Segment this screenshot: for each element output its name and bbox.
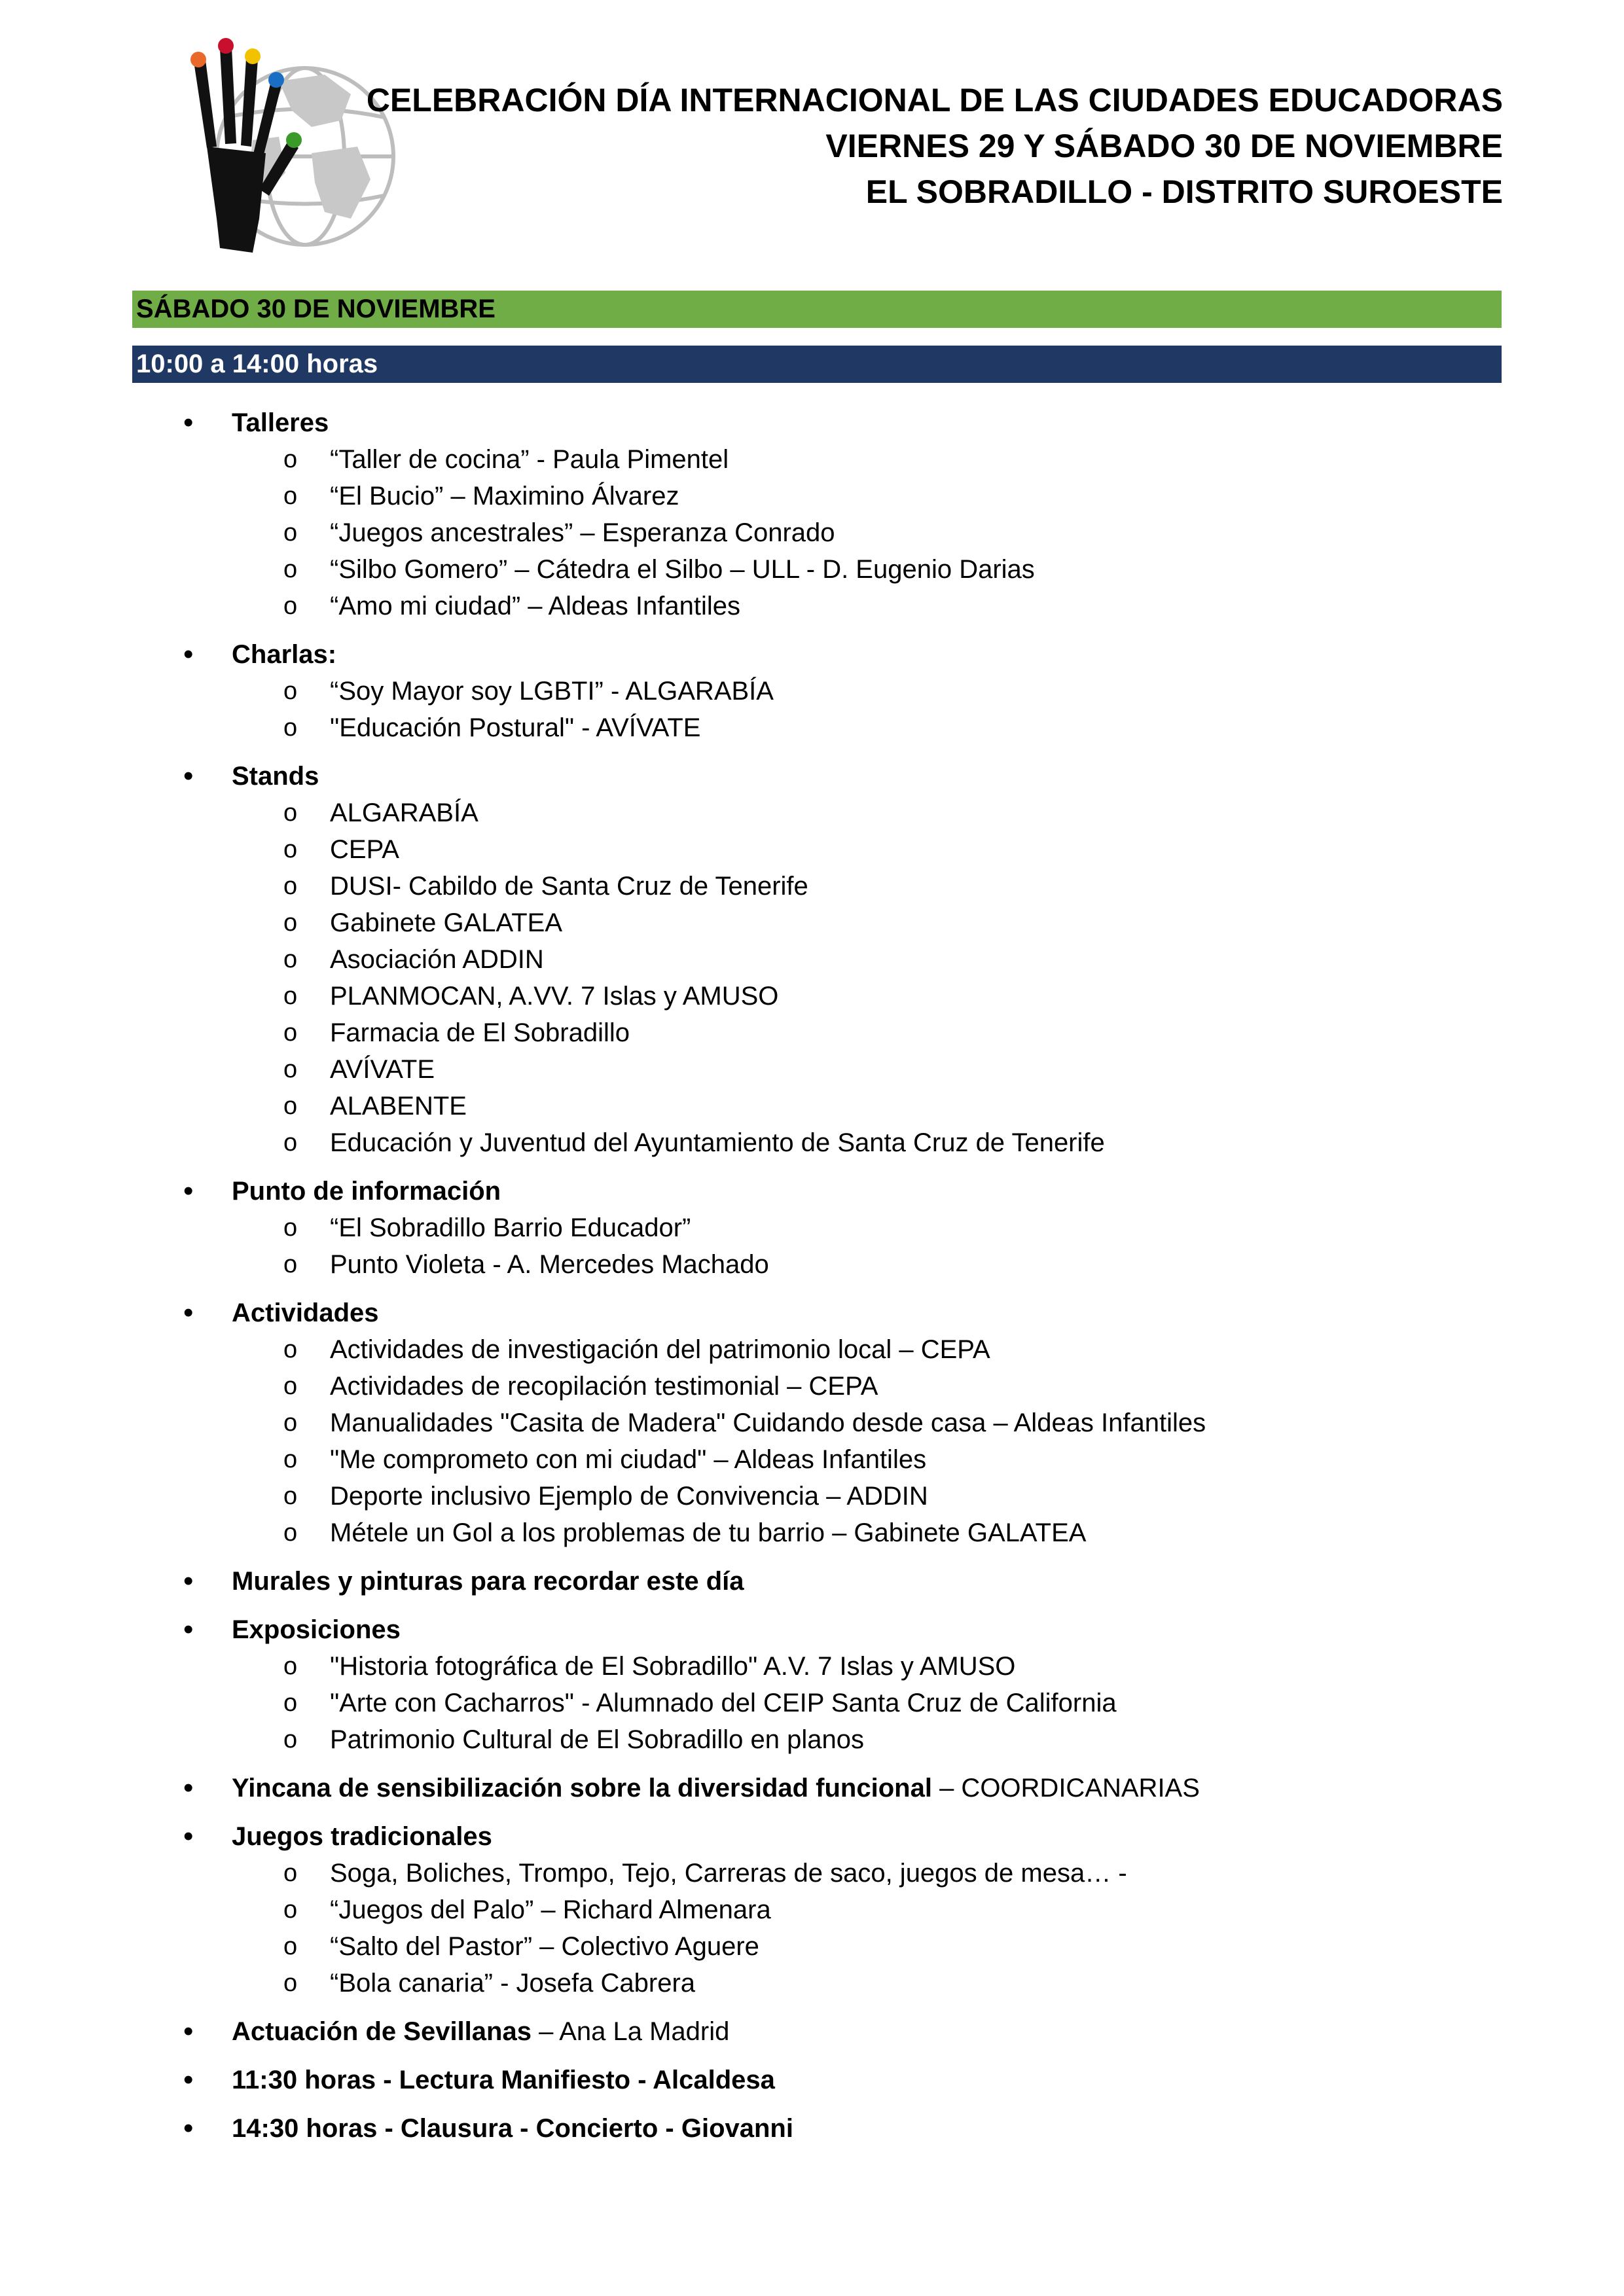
list-item [0,551,1624,588]
list-item [0,1088,1624,1124]
list-item [0,1892,1624,1928]
list-item-text: Manualidades "Casita de Madera" Cuidando desde casa – Aldeas Infantiles [330,1408,1206,1437]
day-bar: SÁBADO 30 DE NOVIEMBRE [132,291,1502,328]
program-section [0,2013,1624,2050]
sub-bullet-icon: o [283,1689,298,1717]
list-item [0,1441,1624,1478]
list-item-text: AVÍVATE [330,1055,435,1084]
list-item [0,1721,1624,1758]
list-item [0,868,1624,905]
list-item [0,1124,1624,1161]
bullet-icon: • [183,760,194,792]
list-item [0,1928,1624,1965]
list-item [0,1210,1624,1246]
section-tail: – COORDICANARIAS [931,1774,1200,1803]
section-heading [0,758,1624,795]
list-item [0,478,1624,514]
section-heading [0,1611,1624,1648]
bullet-icon: • [183,2015,194,2047]
bullet-icon: • [183,1820,194,1852]
sub-bullet-icon: o [283,1726,298,1753]
list-item-text: "Educación Postural" - AVÍVATE [330,713,701,742]
sub-bullet-icon: o [283,519,298,547]
sub-bullet-icon: o [283,1129,298,1157]
list-item-text: ALABENTE [330,1092,467,1121]
list-item-text: ALGARABÍA [330,798,478,827]
list-item [0,514,1624,551]
sub-bullet-icon: o [283,1969,298,1997]
list-item [0,1051,1624,1088]
sub-bullet-icon: o [283,836,298,863]
section-title: Actuación de Sevillanas [232,2017,532,2046]
section-heading [0,1173,1624,1210]
list-item [0,1405,1624,1441]
list-item-text: Deporte inclusivo Ejemplo de Convivencia – ADDIN [330,1482,928,1511]
list-item [0,709,1624,746]
list-item-text: Métele un Gol a los problemas de tu barrio – Gabinete GALATEA [330,1518,1087,1547]
bullet-icon: • [183,1613,194,1645]
list-item-text: “Bola canaria” - Josefa Cabrera [330,1969,696,1998]
sub-bullet-icon: o [283,1409,298,1437]
section-heading [0,2110,1624,2147]
bullet-icon: • [183,1772,194,1804]
section-title: Actividades [232,1299,379,1327]
section-title: Talleres [232,408,329,437]
section-heading [0,1818,1624,1855]
list-item-text: Farmacia de El Sobradillo [330,1018,630,1047]
section-title: Stands [232,762,319,791]
list-item-text: “Amo mi ciudad” – Aldeas Infantiles [330,592,740,620]
list-item-text: Educación y Juventud del Ayuntamiento de Santa Cruz de Tenerife [330,1128,1105,1157]
sub-bullet-icon: o [283,1653,298,1680]
list-item [0,1368,1624,1405]
section-heading [0,636,1624,673]
list-item-text: "Historia fotográfica de El Sobradillo" A.V. 7 Islas y AMUSO [330,1652,1016,1681]
sub-bullet-icon: o [283,1933,298,1960]
program-section [0,636,1624,746]
bullet-icon: • [183,1297,194,1329]
list-item-text: “Juegos ancestrales” – Esperanza Conrado [330,518,835,547]
sub-bullet-icon: o [283,1372,298,1400]
program-section [0,2062,1624,2098]
list-item [0,673,1624,709]
list-item-text: “Salto del Pastor” – Colectivo Aguere [330,1932,759,1961]
sub-bullet-icon: o [283,1251,298,1278]
program-section [0,1173,1624,1283]
sub-bullet-icon: o [283,872,298,900]
program-section [0,1563,1624,1600]
bullet-icon: • [183,406,194,439]
program-section [0,1770,1624,1806]
list-item-text: “Silbo Gomero” – Cátedra el Silbo – ULL - D. Eugenio Darias [330,555,1035,584]
list-item [0,1515,1624,1551]
section-title: Punto de información [232,1177,501,1206]
section-heading [0,1563,1624,1600]
document-header [367,77,1503,215]
list-item-text: "Arte con Cacharros" - Alumnado del CEIP Santa Cruz de California [330,1689,1117,1717]
section-title: 14:30 horas - Clausura - Concierto - Giovanni [232,2114,793,2143]
bullet-icon: • [183,2112,194,2144]
bullet-icon: • [183,1175,194,1207]
program-section [0,1295,1624,1551]
sub-bullet-icon: o [283,1092,298,1120]
program-section [0,1818,1624,2001]
sub-bullet-icon: o [283,1056,298,1083]
list-item-text: "Me comprometo con mi ciudad" – Aldeas Infantiles [330,1445,927,1474]
list-item-text: “El Sobradillo Barrio Educador” [330,1213,691,1242]
section-tail: – Ana La Madrid [531,2017,730,2046]
list-item-text: “Juegos del Palo” – Richard Almenara [330,1895,771,1924]
program-section [0,404,1624,624]
list-item [0,905,1624,941]
list-item-text: Actividades de recopilación testimonial – CEPA [330,1372,878,1401]
list-item [0,941,1624,978]
list-item-text: Gabinete GALATEA [330,908,562,937]
list-item [0,441,1624,478]
program-section [0,758,1624,1161]
sub-bullet-icon: o [283,592,298,620]
list-item-text: “Soy Mayor soy LGBTI” - ALGARABÍA [330,677,774,706]
sub-bullet-icon: o [283,982,298,1010]
sub-bullet-icon: o [283,1019,298,1047]
list-item-text: Actividades de investigación del patrimonio local – CEPA [330,1335,990,1364]
list-item-text: DUSI- Cabildo de Santa Cruz de Tenerife [330,872,808,901]
list-item-text: “Taller de cocina” - Paula Pimentel [330,445,729,474]
sub-bullet-icon: o [283,1214,298,1242]
sub-bullet-icon: o [283,1859,298,1887]
sub-bullet-icon: o [283,714,298,742]
bullet-icon: • [183,2064,194,2096]
section-title: Charlas: [232,640,337,669]
program-list [0,404,1624,2159]
list-item [0,588,1624,624]
section-title: 11:30 horas - Lectura Manifiesto - Alcaldesa [232,2066,775,2094]
list-item [0,1478,1624,1515]
section-title: Yincana de sensibilización sobre la diversidad funcional [232,1774,932,1803]
list-item [0,1685,1624,1721]
list-item-text: PLANMOCAN, A.VV. 7 Islas y AMUSO [330,982,779,1011]
list-item-text: Punto Violeta - A. Mercedes Machado [330,1250,769,1279]
sub-bullet-icon: o [283,677,298,705]
sub-bullet-icon: o [283,482,298,510]
sub-bullet-icon: o [283,1519,298,1547]
program-section [0,1611,1624,1758]
sub-bullet-icon: o [283,556,298,583]
list-item [0,1331,1624,1368]
list-item-text: “El Bucio” – Maximino Álvarez [330,482,679,511]
header-location: EL SOBRADILLO - DISTRITO SUROESTE [865,173,1503,210]
list-item-text: Patrimonio Cultural de El Sobradillo en planos [330,1725,865,1754]
list-item-text: Asociación ADDIN [330,945,544,974]
section-title: Exposiciones [232,1615,401,1644]
list-item-text: Soga, Boliches, Trompo, Tejo, Carreras de saco, juegos de mesa… - [330,1859,1127,1888]
section-title: Juegos tradicionales [232,1822,492,1851]
list-item [0,1648,1624,1685]
section-heading [0,1770,1624,1806]
section-heading [0,404,1624,441]
sub-bullet-icon: o [283,1446,298,1473]
header-title: CELEBRACIÓN DÍA INTERNACIONAL DE LAS CIUDADES EDUCADORAS [366,82,1503,118]
list-item [0,1014,1624,1051]
sub-bullet-icon: o [283,909,298,937]
list-item [0,831,1624,868]
bullet-icon: • [183,638,194,670]
header-dates: VIERNES 29 Y SÁBADO 30 DE NOVIEMBRE [825,128,1503,164]
list-item [0,795,1624,831]
list-item [0,1855,1624,1892]
sub-bullet-icon: o [283,946,298,973]
section-heading [0,2013,1624,2050]
sub-bullet-icon: o [283,1482,298,1510]
sub-bullet-icon: o [283,799,298,827]
sub-bullet-icon: o [283,1896,298,1924]
sub-bullet-icon: o [283,1336,298,1363]
list-item-text: CEPA [330,835,399,864]
section-title: Murales y pinturas para recordar este día [232,1567,744,1596]
program-section [0,2110,1624,2147]
list-item [0,1965,1624,2001]
list-item [0,1246,1624,1283]
time-bar: 10:00 a 14:00 horas [132,346,1502,383]
sub-bullet-icon: o [283,446,298,473]
list-item [0,978,1624,1014]
section-heading [0,1295,1624,1331]
bullet-icon: • [183,1565,194,1597]
section-heading [0,2062,1624,2098]
ciudades-educadoras-logo [154,22,398,260]
